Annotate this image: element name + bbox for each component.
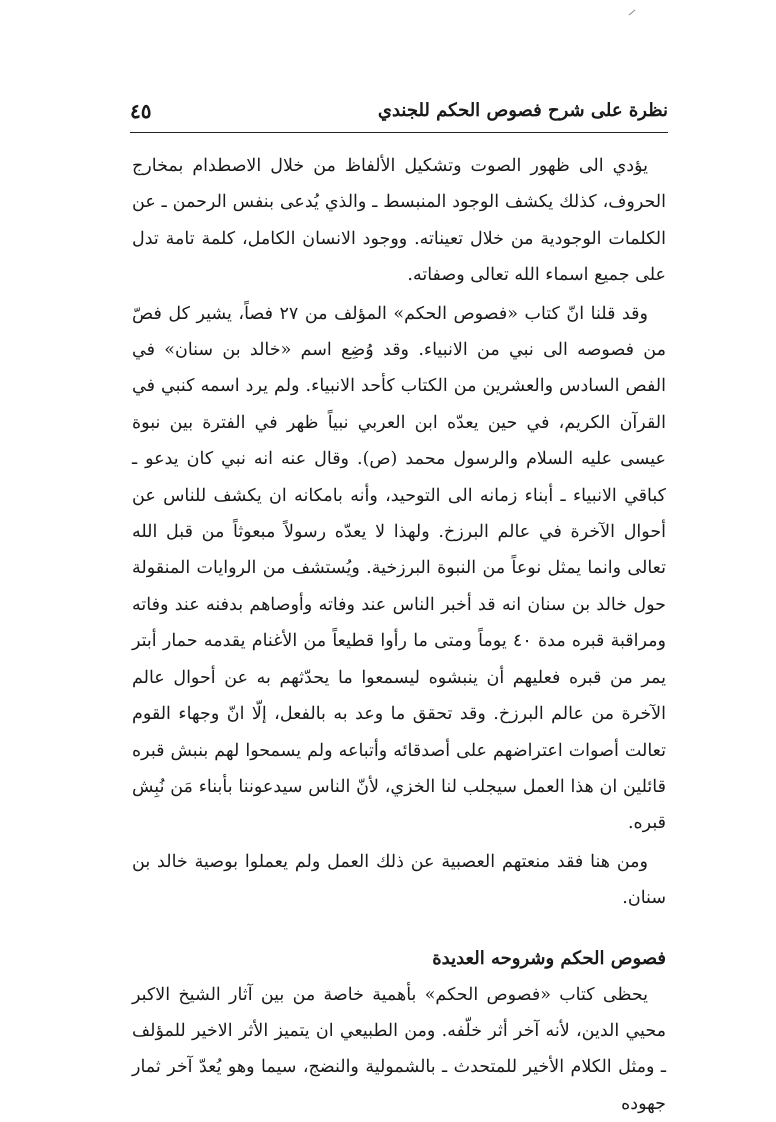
paragraph-2: وقد قلنا انّ كتاب «فصوص الحكم» المؤلف من ٢٧ فصاً، يشير كل فصّ من فصوصه الى نبي من الانبياء. وقد وُضِع اسم «خالد بن سنان» في الفص السادس والعشرين من الكتاب كأحد الانبياء. ولم يرد اسمه كنبي في القرآن الكريم، في حين يعدّه ابن العربي نبياً ظهر في الفترة بين نبوة عيسى عليه السلام والرسول محمد (ص). وقال عنه انه نبي كان يدعو ـ كباقي الانبياء ـ أبناء زمانه الى التوحيد، وأنه بامكانه ان يكشف للناس عن أحوال الآخرة في عالم البرزخ. ولهذا لا يعدّه رسولاً مبعوثاً من قبل الله تعالى وانما يمثل نوعاً من النبوة البرزخية. ويُستشف من الروايات المنقولة حول خالد بن سنان انه قد أخبر الناس عند وفاته وأوصاهم بدفنه عند وفاته ومراقبة قبره مدة ٤٠ يوماً ومتى ما رأوا قطيعاً من الأغنام يقدمه حمار أبتر يمر من قبره فعليهم أن ينبشوه ليسمعوا ما يحدّثهم به عن أحوال عالم الآخرة من عالم البرزخ. وقد تحقق ما وعد به بالفعل، إلّا انّ وجهاء القوم تعالت أصوات اعتراضهم على أصدقائه وأتباعه ولم يسمحوا لهم بنبش قبره قائلين ان هذا العمل سيجلب لنا الخزي، لأنّ الناس سيدعوننا بأبناء مَن نُبِش قبره. <box>132 303 666 834</box>
page-header <box>130 96 668 133</box>
corner-mark <box>629 10 636 16</box>
body-text <box>132 148 666 1122</box>
page-number: ٤٥ <box>130 99 152 123</box>
section-heading: فصوص الحكم وشروحه العديدة <box>432 947 666 969</box>
running-title: نظرة على شرح فصوص الحكم للجندي <box>377 100 668 121</box>
paragraph-1: يؤدي الى ظهور الصوت وتشكيل الألفاظ من خلال الاصطدام بمخارج الحروف، كذلك يكشف الوجود المنبسط ـ والذي يُدعى بنفس الرحمن ـ عن الكلمات الوجودية من خلال تعيناته. ووجود الانسان الكامل، كلمة تامة تدل على جميع اسماء الله تعالى وصفاته. <box>132 156 666 286</box>
paragraph-3: ومن هنا فقد منعتهم العصبية عن ذلك العمل ولم يعملوا بوصية خالد بن سنان. <box>132 851 666 909</box>
section-paragraph: يحظى كتاب «فصوص الحكم» بأهمية خاصة من بين آثار الشيخ الاكبر محيي الدين، لأنه آخر أثر خلّفه. ومن الطبيعي ان يتميز الأثر الاخير للمؤلف ـ ومثل الكلام الأخير للمتحدث ـ بالشمولية والنضج، سيما وهو يُعدّ آخر ثمار جهوده <box>132 984 666 1114</box>
